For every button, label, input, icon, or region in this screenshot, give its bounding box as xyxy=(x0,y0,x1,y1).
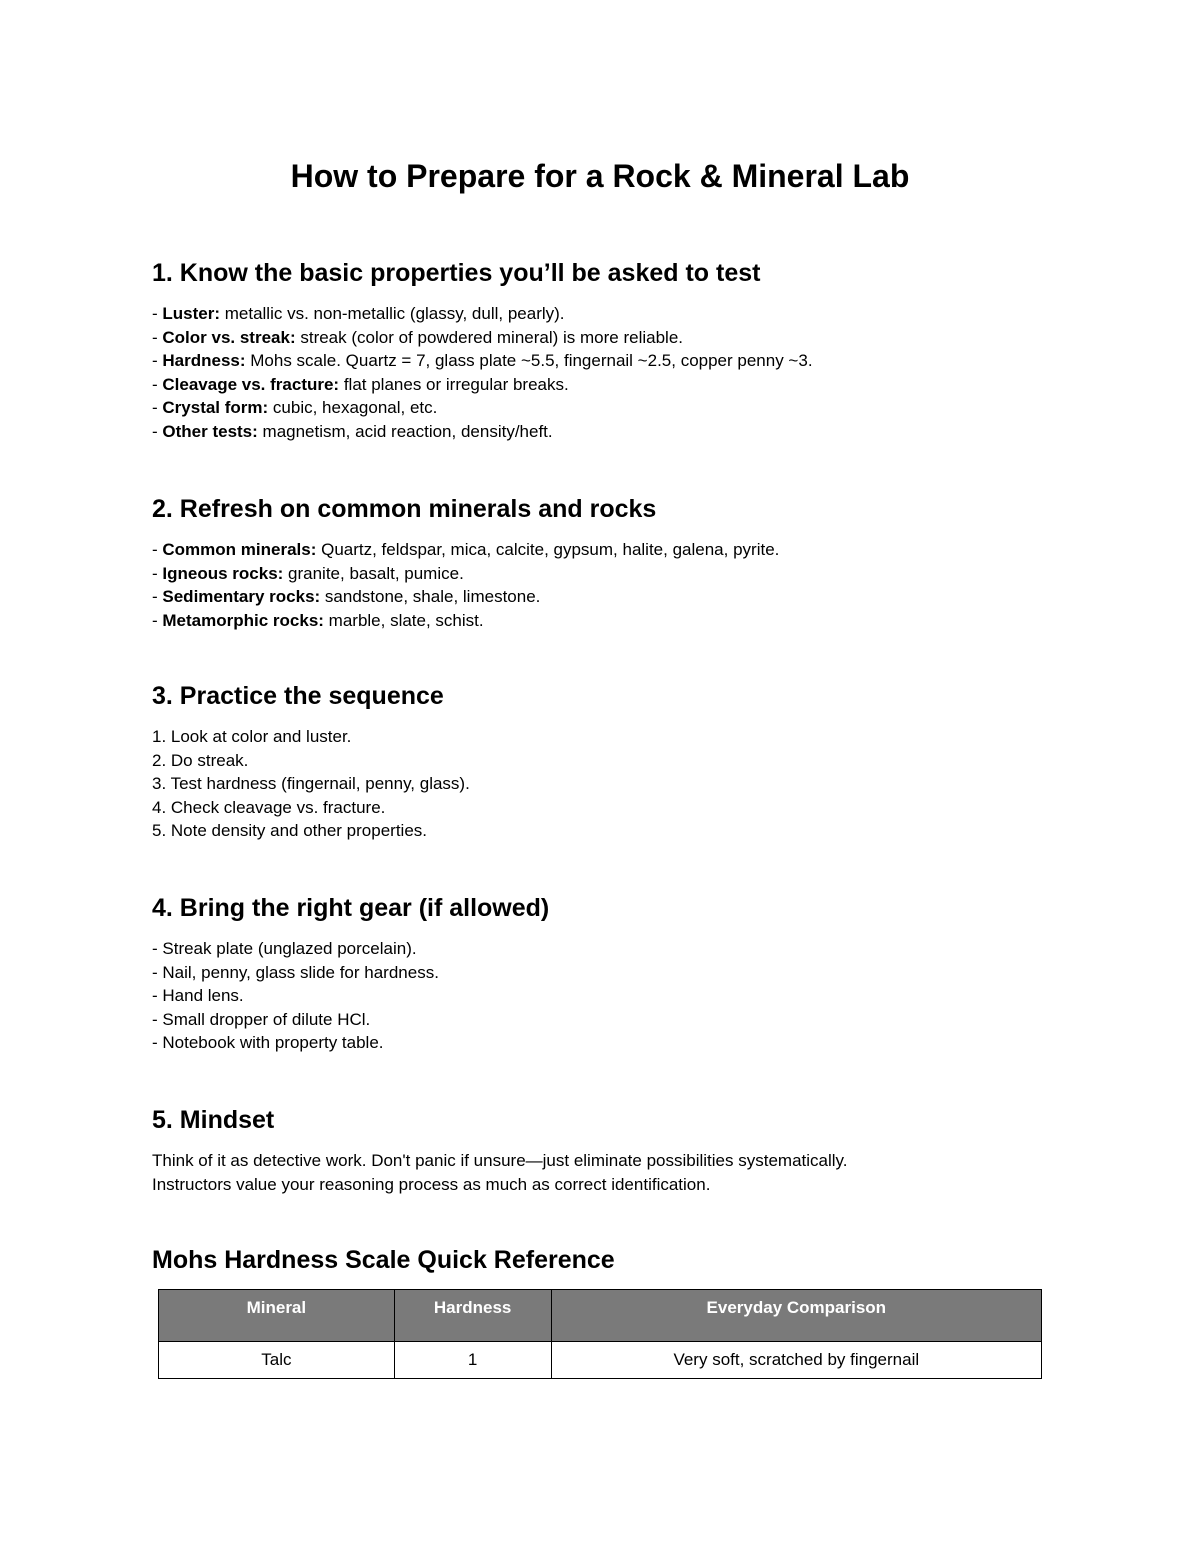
list-item: 4. Check cleavage vs. fracture. xyxy=(152,797,386,817)
column-header-mineral: Mineral xyxy=(159,1290,395,1342)
list-item: - Crystal form: cubic, hexagonal, etc. xyxy=(152,398,438,417)
list-item: - Nail, penny, glass slide for hardness. xyxy=(152,962,439,982)
list-item: - Common minerals: Quartz, feldspar, mica, calcite, gypsum, halite, galena, pyrite. xyxy=(152,540,780,559)
list-item: - Color vs. streak: streak (color of powdered mineral) is more reliable. xyxy=(152,327,683,347)
reference-heading: Mohs Hardness Scale Quick Reference xyxy=(152,1246,615,1274)
section-minerals-rocks xyxy=(152,494,1052,632)
list-item: - Luster: metallic vs. non-metallic (glassy, dull, pearly). xyxy=(152,304,565,323)
section-heading: 5. Mindset xyxy=(152,1106,275,1134)
list-item: 3. Test hardness (fingernail, penny, glass). xyxy=(152,774,470,793)
section-heading: 4. Bring the right gear (if allowed) xyxy=(152,894,550,922)
section-heading: 3. Practice the sequence xyxy=(152,682,444,710)
list-item: - Other tests: magnetism, acid reaction, density/heft. xyxy=(152,421,553,441)
section-properties xyxy=(152,258,1052,443)
list-item: - Notebook with property table. xyxy=(152,1033,384,1052)
list-item: 5. Note density and other properties. xyxy=(152,821,427,840)
section-gear xyxy=(152,893,1052,1055)
cell-comparison: Very soft, scratched by fingernail xyxy=(551,1342,1041,1379)
properties-list xyxy=(152,302,1052,443)
section-sequence xyxy=(152,681,1052,843)
list-item: - Igneous rocks: granite, basalt, pumice. xyxy=(152,563,464,583)
table-header-row xyxy=(159,1290,1042,1342)
list-item: - Metamorphic rocks: marble, slate, schist. xyxy=(152,610,484,630)
list-item: 1. Look at color and luster. xyxy=(152,727,352,746)
paragraph-line: Think of it as detective work. Don't panic if unsure—just eliminate possibilities systematically. xyxy=(152,1151,848,1170)
list-item: - Cleavage vs. fracture: flat planes or irregular breaks. xyxy=(152,374,569,394)
document-title: How to Prepare for a Rock & Mineral Lab xyxy=(290,158,910,194)
sequence-list xyxy=(152,725,1052,843)
list-item: - Sedimentary rocks: sandstone, shale, limestone. xyxy=(152,587,541,606)
column-header-comparison: Everyday Comparison xyxy=(551,1290,1041,1342)
section-heading: 2. Refresh on common minerals and rocks xyxy=(152,495,657,523)
section-heading: 1. Know the basic properties you’ll be asked to test xyxy=(152,259,761,287)
table-row xyxy=(159,1342,1042,1379)
cell-hardness: 1 xyxy=(394,1342,551,1379)
column-header-hardness: Hardness xyxy=(394,1290,551,1342)
list-item: - Hardness: Mohs scale. Quartz = 7, glass plate ~5.5, fingernail ~2.5, copper penny ~3. xyxy=(152,351,813,370)
list-item: - Streak plate (unglazed porcelain). xyxy=(152,939,417,958)
list-item: - Small dropper of dilute HCl. xyxy=(152,1009,371,1029)
mohs-table xyxy=(158,1289,1042,1379)
cell-mineral: Talc xyxy=(159,1342,395,1379)
minerals-rocks-list xyxy=(152,538,1052,632)
mindset-paragraph xyxy=(152,1149,1052,1196)
paragraph-line: Instructors value your reasoning process as much as correct identification. xyxy=(152,1174,711,1194)
gear-list xyxy=(152,937,1052,1055)
list-item: - Hand lens. xyxy=(152,986,244,1005)
list-item: 2. Do streak. xyxy=(152,750,249,770)
section-mindset xyxy=(152,1105,1052,1196)
